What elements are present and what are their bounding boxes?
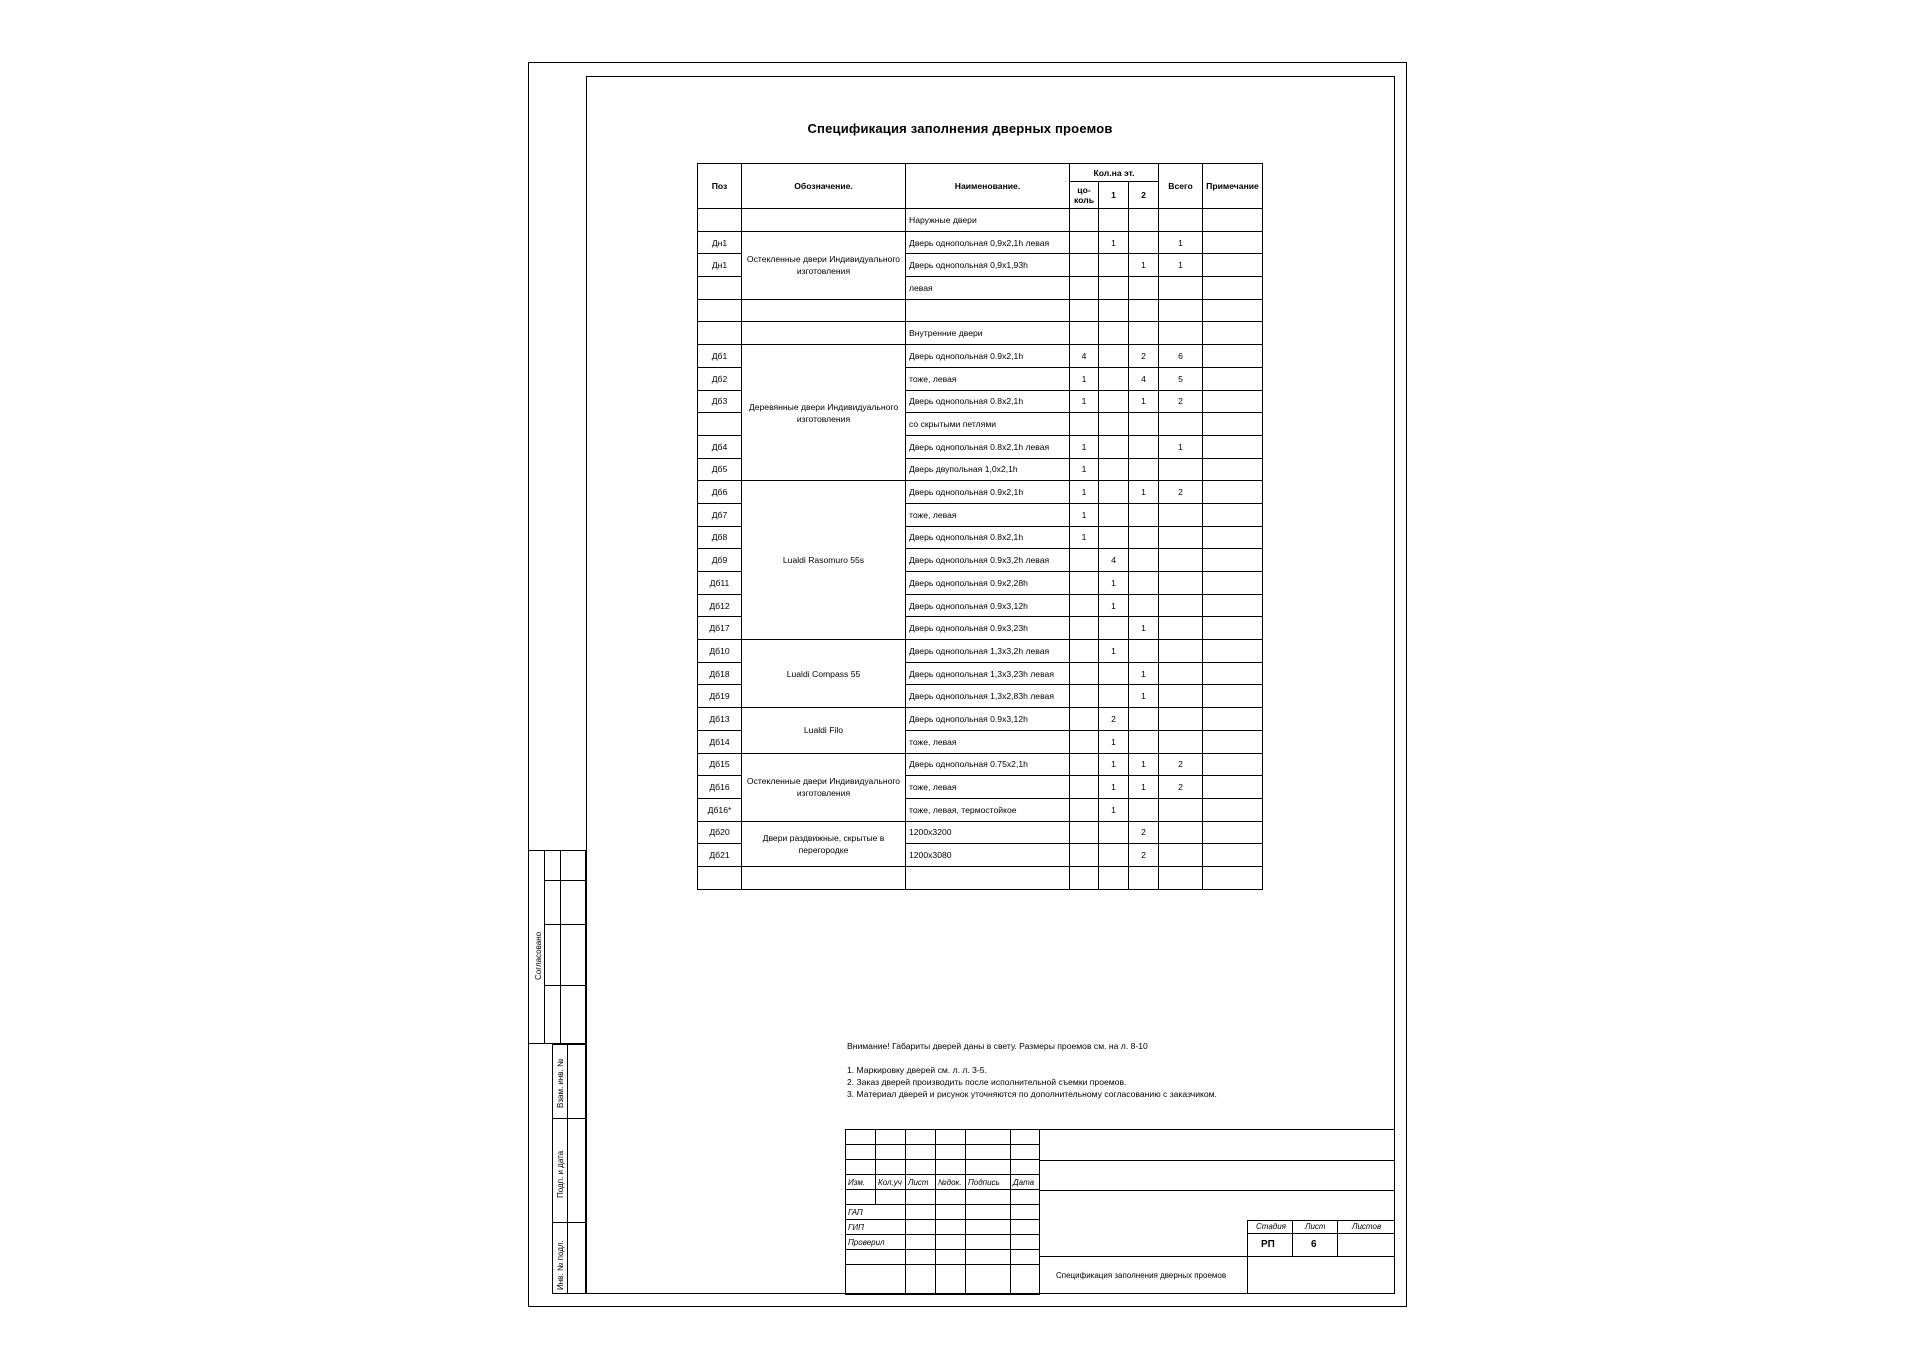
cell-name: Дверь однопольная 0.75х2,1h — [906, 753, 1070, 776]
note-2: 2. Заказ дверей производить после исполнительной съемки проемов. — [847, 1077, 1127, 1087]
cell-note — [1203, 844, 1263, 867]
cell-floor-base — [1070, 662, 1099, 685]
cell-floor-base — [1070, 254, 1099, 277]
cell-designation: Lualdi Compass 55 — [742, 640, 906, 708]
cell-name: Дверь однопольная 1,3х3,2h левая — [906, 640, 1070, 663]
cell-floor-2 — [1129, 277, 1159, 300]
cell-designation — [742, 299, 906, 322]
cell-designation: Lualdi Filo — [742, 708, 906, 753]
cell-total — [1159, 503, 1203, 526]
table-row — [698, 231, 1263, 254]
cell-floor-1 — [1099, 526, 1129, 549]
header-qty-group: Кол.на эт. — [1070, 164, 1159, 182]
title-block-grid — [845, 1129, 1040, 1295]
cell-pos: Дб17 — [698, 617, 742, 640]
cell-floor-2 — [1129, 640, 1159, 663]
cell-name: Дверь однопольная 0.9х3,23h — [906, 617, 1070, 640]
role-checked: Проверил — [846, 1235, 906, 1250]
cell-pos: Дб13 — [698, 708, 742, 731]
cell-total — [1159, 844, 1203, 867]
cell-floor-1: 1 — [1099, 594, 1129, 617]
cell-floor-2: 2 — [1129, 821, 1159, 844]
cell-floor-1 — [1099, 254, 1129, 277]
cell-total — [1159, 821, 1203, 844]
cell-floor-base: 4 — [1070, 345, 1099, 368]
cell-floor-base — [1070, 753, 1099, 776]
cell-total — [1159, 209, 1203, 232]
cell-floor-1 — [1099, 617, 1129, 640]
table-row — [698, 299, 1263, 322]
cell-floor-2 — [1129, 708, 1159, 731]
sheets-label: Листов — [1352, 1222, 1382, 1231]
cell-pos: Дб21 — [698, 844, 742, 867]
cell-floor-1 — [1099, 345, 1129, 368]
cell-floor-base — [1070, 844, 1099, 867]
cell-designation: Остекленные двери Индивидуального изготовления — [742, 231, 906, 299]
cell-note — [1203, 435, 1263, 458]
col-sheet: Лист — [906, 1175, 936, 1190]
cell-floor-2 — [1129, 549, 1159, 572]
cell-total — [1159, 640, 1203, 663]
cell-floor-2: 1 — [1129, 481, 1159, 504]
cell-total: 2 — [1159, 753, 1203, 776]
cell-designation — [742, 866, 906, 889]
cell-designation — [742, 322, 906, 345]
cell-floor-2 — [1129, 730, 1159, 753]
notes — [847, 1040, 1217, 1100]
cell-name — [906, 866, 1070, 889]
cell-floor-1: 4 — [1099, 549, 1129, 572]
cell-name: Дверь однопольная 0,9х2,1h левая — [906, 231, 1070, 254]
cell-name: тоже, левая — [906, 503, 1070, 526]
cell-floor-2: 1 — [1129, 753, 1159, 776]
cell-pos — [698, 209, 742, 232]
cell-note — [1203, 345, 1263, 368]
cell-note — [1203, 776, 1263, 799]
cell-note — [1203, 481, 1263, 504]
cell-floor-2 — [1129, 413, 1159, 436]
cell-pos — [698, 277, 742, 300]
sign-date-label: Подп. и дата — [556, 1150, 565, 1198]
cell-floor-base — [1070, 866, 1099, 889]
cell-floor-2: 2 — [1129, 345, 1159, 368]
cell-pos: Дб1 — [698, 345, 742, 368]
stage-label: Стадия — [1256, 1222, 1286, 1231]
cell-floor-base — [1070, 322, 1099, 345]
cell-pos: Дб20 — [698, 821, 742, 844]
cell-name: тоже, левая — [906, 776, 1070, 799]
cell-name: тоже, левая — [906, 367, 1070, 390]
cell-note — [1203, 231, 1263, 254]
cell-name: Внутренние двери — [906, 322, 1070, 345]
cell-pos — [698, 299, 742, 322]
doc-title: Спецификация заполнения дверных проемов — [1056, 1271, 1227, 1280]
cell-total — [1159, 277, 1203, 300]
cell-total — [1159, 413, 1203, 436]
cell-floor-1 — [1099, 821, 1129, 844]
cell-floor-2 — [1129, 526, 1159, 549]
cell-floor-2 — [1129, 503, 1159, 526]
cell-name: Наружные двери — [906, 209, 1070, 232]
table-row — [698, 708, 1263, 731]
header-designation: Обозначение. — [742, 164, 906, 209]
header-pos: Поз — [698, 164, 742, 209]
table-row — [698, 866, 1263, 889]
cell-floor-1: 1 — [1099, 640, 1129, 663]
cell-pos: Дб4 — [698, 435, 742, 458]
cell-total — [1159, 662, 1203, 685]
cell-designation: Lualdi Rasomuro 55s — [742, 481, 906, 640]
cell-note — [1203, 390, 1263, 413]
cell-note — [1203, 503, 1263, 526]
cell-floor-1 — [1099, 367, 1129, 390]
col-change: Изм. — [846, 1175, 876, 1190]
cell-name: левая — [906, 277, 1070, 300]
cell-floor-2 — [1129, 435, 1159, 458]
cell-floor-1: 2 — [1099, 708, 1129, 731]
cell-total: 1 — [1159, 435, 1203, 458]
cell-pos: Дб7 — [698, 503, 742, 526]
note-1: 1. Маркировку дверей см. л. л. 3-5. — [847, 1065, 987, 1075]
cell-name: Дверь однопольная 0.8х2,1h левая — [906, 435, 1070, 458]
cell-note — [1203, 549, 1263, 572]
cell-pos: Дб12 — [698, 594, 742, 617]
cell-note — [1203, 617, 1263, 640]
cell-floor-2: 1 — [1129, 662, 1159, 685]
cell-note — [1203, 821, 1263, 844]
cell-total: 1 — [1159, 254, 1203, 277]
cell-pos: Дн1 — [698, 231, 742, 254]
cell-floor-1 — [1099, 435, 1129, 458]
cell-floor-2: 1 — [1129, 776, 1159, 799]
header-floor-2: 2 — [1129, 182, 1159, 209]
cell-note — [1203, 662, 1263, 685]
cell-floor-1 — [1099, 390, 1129, 413]
stage-value: РП — [1261, 1239, 1275, 1250]
cell-total: 2 — [1159, 390, 1203, 413]
cell-floor-1 — [1099, 299, 1129, 322]
cell-pos: Дб18 — [698, 662, 742, 685]
cell-floor-base — [1070, 572, 1099, 595]
note-warning: Внимание! Габариты дверей даны в свету. Размеры проемов см. на л. 8-10 — [847, 1041, 1148, 1051]
cell-floor-1 — [1099, 866, 1129, 889]
cell-name: Дверь однопольная 0.9х2,1h — [906, 481, 1070, 504]
cell-floor-base — [1070, 299, 1099, 322]
cell-floor-2 — [1129, 209, 1159, 232]
cell-floor-1 — [1099, 277, 1129, 300]
cell-floor-2 — [1129, 322, 1159, 345]
title-block-main — [1039, 1129, 1395, 1294]
header-floor-base: цо-коль — [1070, 182, 1099, 209]
cell-total: 5 — [1159, 367, 1203, 390]
cell-pos: Дб16 — [698, 776, 742, 799]
cell-note — [1203, 209, 1263, 232]
cell-pos: Дб6 — [698, 481, 742, 504]
cell-total — [1159, 685, 1203, 708]
cell-designation: Остекленные двери Индивидуального изготовления — [742, 753, 906, 821]
cell-total — [1159, 526, 1203, 549]
cell-floor-1 — [1099, 209, 1129, 232]
inv-orig-label: Инв. № подл. — [556, 1240, 565, 1290]
table-row — [698, 345, 1263, 368]
cell-name: Дверь однопольная 1,3х3,23h левая — [906, 662, 1070, 685]
cell-floor-1 — [1099, 503, 1129, 526]
cell-floor-base — [1070, 594, 1099, 617]
note-3: 3. Материал дверей и рисунок уточняются по дополнительному согласованию с заказчиком. — [847, 1089, 1217, 1099]
cell-floor-base: 1 — [1070, 390, 1099, 413]
cell-floor-1: 1 — [1099, 798, 1129, 821]
title-block-header-row — [846, 1175, 1040, 1190]
table-row — [698, 322, 1263, 345]
role-gap: ГАП — [846, 1205, 906, 1220]
cell-total: 2 — [1159, 776, 1203, 799]
cell-floor-1 — [1099, 413, 1129, 436]
cell-total — [1159, 730, 1203, 753]
sheet-label: Лист — [1305, 1222, 1326, 1231]
cell-floor-2 — [1129, 458, 1159, 481]
cell-total — [1159, 866, 1203, 889]
cell-total — [1159, 708, 1203, 731]
cell-total — [1159, 798, 1203, 821]
replace-inv-label: Взам. инв. № — [556, 1058, 565, 1108]
cell-floor-1: 1 — [1099, 753, 1129, 776]
cell-total — [1159, 572, 1203, 595]
cell-total: 1 — [1159, 231, 1203, 254]
cell-floor-base — [1070, 685, 1099, 708]
cell-pos: Дб11 — [698, 572, 742, 595]
cell-pos — [698, 866, 742, 889]
cell-pos: Дб3 — [698, 390, 742, 413]
cell-name: Дверь однопольная 0.9х2,28h — [906, 572, 1070, 595]
cell-floor-2 — [1129, 866, 1159, 889]
cell-floor-2: 2 — [1129, 844, 1159, 867]
cell-floor-1: 1 — [1099, 231, 1129, 254]
agreed-label: Согласовано — [534, 931, 543, 980]
cell-note — [1203, 640, 1263, 663]
cell-name: Дверь однопольная 0.9х3,12h — [906, 708, 1070, 731]
cell-note — [1203, 413, 1263, 436]
cell-note — [1203, 798, 1263, 821]
cell-note — [1203, 594, 1263, 617]
cell-pos: Дб8 — [698, 526, 742, 549]
cell-note — [1203, 367, 1263, 390]
table-row — [698, 640, 1263, 663]
cell-floor-base — [1070, 821, 1099, 844]
cell-note — [1203, 730, 1263, 753]
cell-floor-1 — [1099, 458, 1129, 481]
cell-floor-2 — [1129, 594, 1159, 617]
cell-name: Дверь однопольная 0.9х3,2h левая — [906, 549, 1070, 572]
cell-floor-2 — [1129, 299, 1159, 322]
cell-floor-1: 1 — [1099, 730, 1129, 753]
cell-total: 6 — [1159, 345, 1203, 368]
cell-floor-base — [1070, 549, 1099, 572]
cell-floor-1 — [1099, 662, 1129, 685]
cell-name: Дверь однопольная 0.8х2,1h — [906, 390, 1070, 413]
cell-total — [1159, 617, 1203, 640]
cell-name: Дверь однопольная 0,9х1,93h — [906, 254, 1070, 277]
cell-floor-1 — [1099, 685, 1129, 708]
cell-note — [1203, 685, 1263, 708]
cell-total — [1159, 299, 1203, 322]
cell-designation: Деревянные двери Индивидуального изготовления — [742, 345, 906, 481]
cell-total — [1159, 322, 1203, 345]
table-row — [698, 821, 1263, 844]
cell-floor-base: 1 — [1070, 458, 1099, 481]
cell-floor-base — [1070, 640, 1099, 663]
cell-note — [1203, 526, 1263, 549]
cell-pos: Дб16* — [698, 798, 742, 821]
cell-pos: Дб5 — [698, 458, 742, 481]
cell-designation: Двери раздвижные, скрытые в перегородке — [742, 821, 906, 866]
cell-floor-base: 1 — [1070, 367, 1099, 390]
header-row — [698, 164, 1263, 182]
cell-pos: Дн1 — [698, 254, 742, 277]
cell-floor-2: 4 — [1129, 367, 1159, 390]
cell-note — [1203, 254, 1263, 277]
cell-total — [1159, 549, 1203, 572]
header-name: Наименование. — [906, 164, 1070, 209]
role-gip: ГИП — [846, 1220, 906, 1235]
cell-pos — [698, 322, 742, 345]
cell-pos: Дб2 — [698, 367, 742, 390]
cell-floor-1: 1 — [1099, 776, 1129, 799]
cell-note — [1203, 299, 1263, 322]
cell-floor-base — [1070, 730, 1099, 753]
header-total: Всего — [1159, 164, 1203, 209]
cell-floor-1 — [1099, 322, 1129, 345]
cell-floor-base: 1 — [1070, 435, 1099, 458]
cell-designation — [742, 209, 906, 232]
cell-total: 2 — [1159, 481, 1203, 504]
cell-total — [1159, 594, 1203, 617]
cell-floor-2 — [1129, 572, 1159, 595]
cell-floor-base — [1070, 617, 1099, 640]
cell-floor-2: 1 — [1129, 617, 1159, 640]
cell-floor-2 — [1129, 231, 1159, 254]
cell-pos: Дб10 — [698, 640, 742, 663]
cell-pos: Дб9 — [698, 549, 742, 572]
cell-floor-base — [1070, 231, 1099, 254]
cell-note — [1203, 753, 1263, 776]
col-date: Дата — [1011, 1175, 1040, 1190]
cell-floor-base — [1070, 209, 1099, 232]
cell-total — [1159, 458, 1203, 481]
cell-name: 1200х3200 — [906, 821, 1070, 844]
cell-name: Дверь однопольная 0.9х3,12h — [906, 594, 1070, 617]
cell-pos: Дб14 — [698, 730, 742, 753]
page-title: Спецификация заполнения дверных проемов — [807, 121, 1113, 136]
cell-name: Дверь однопольная 0.8х2,1h — [906, 526, 1070, 549]
table-row — [698, 481, 1263, 504]
cell-name: Дверь двупольная 1,0х2,1h — [906, 458, 1070, 481]
cell-note — [1203, 572, 1263, 595]
table-row — [698, 753, 1263, 776]
cell-floor-2: 1 — [1129, 254, 1159, 277]
sheet-value: 6 — [1311, 1239, 1317, 1250]
cell-floor-base — [1070, 277, 1099, 300]
cell-floor-base: 1 — [1070, 526, 1099, 549]
col-count: Кол.уч — [876, 1175, 906, 1190]
cell-floor-1 — [1099, 844, 1129, 867]
header-floor-1: 1 — [1099, 182, 1129, 209]
cell-floor-base — [1070, 708, 1099, 731]
cell-name — [906, 299, 1070, 322]
cell-floor-1: 1 — [1099, 572, 1129, 595]
cell-floor-base — [1070, 798, 1099, 821]
header-note: Примечание — [1203, 164, 1263, 209]
cell-note — [1203, 458, 1263, 481]
cell-note — [1203, 708, 1263, 731]
cell-floor-2: 1 — [1129, 390, 1159, 413]
cell-floor-base: 1 — [1070, 481, 1099, 504]
cell-note — [1203, 322, 1263, 345]
cell-pos — [698, 413, 742, 436]
cell-floor-base: 1 — [1070, 503, 1099, 526]
spec-table — [697, 163, 1263, 890]
cell-name: тоже, левая, термостойкое — [906, 798, 1070, 821]
col-docnum: №док. — [936, 1175, 966, 1190]
cell-floor-2 — [1129, 798, 1159, 821]
cell-name: Дверь однопольная 1,3х2,83h левая — [906, 685, 1070, 708]
cell-name: со скрытыми петлями — [906, 413, 1070, 436]
cell-floor-2: 1 — [1129, 685, 1159, 708]
table-row — [698, 209, 1263, 232]
col-signature: Подпись — [966, 1175, 1011, 1190]
cell-floor-base — [1070, 413, 1099, 436]
cell-pos: Дб15 — [698, 753, 742, 776]
cell-floor-1 — [1099, 481, 1129, 504]
cell-floor-base — [1070, 776, 1099, 799]
cell-note — [1203, 277, 1263, 300]
cell-pos: Дб19 — [698, 685, 742, 708]
cell-note — [1203, 866, 1263, 889]
cell-name: тоже, левая — [906, 730, 1070, 753]
cell-name: 1200х3080 — [906, 844, 1070, 867]
cell-name: Дверь однопольная 0.9х2,1h — [906, 345, 1070, 368]
